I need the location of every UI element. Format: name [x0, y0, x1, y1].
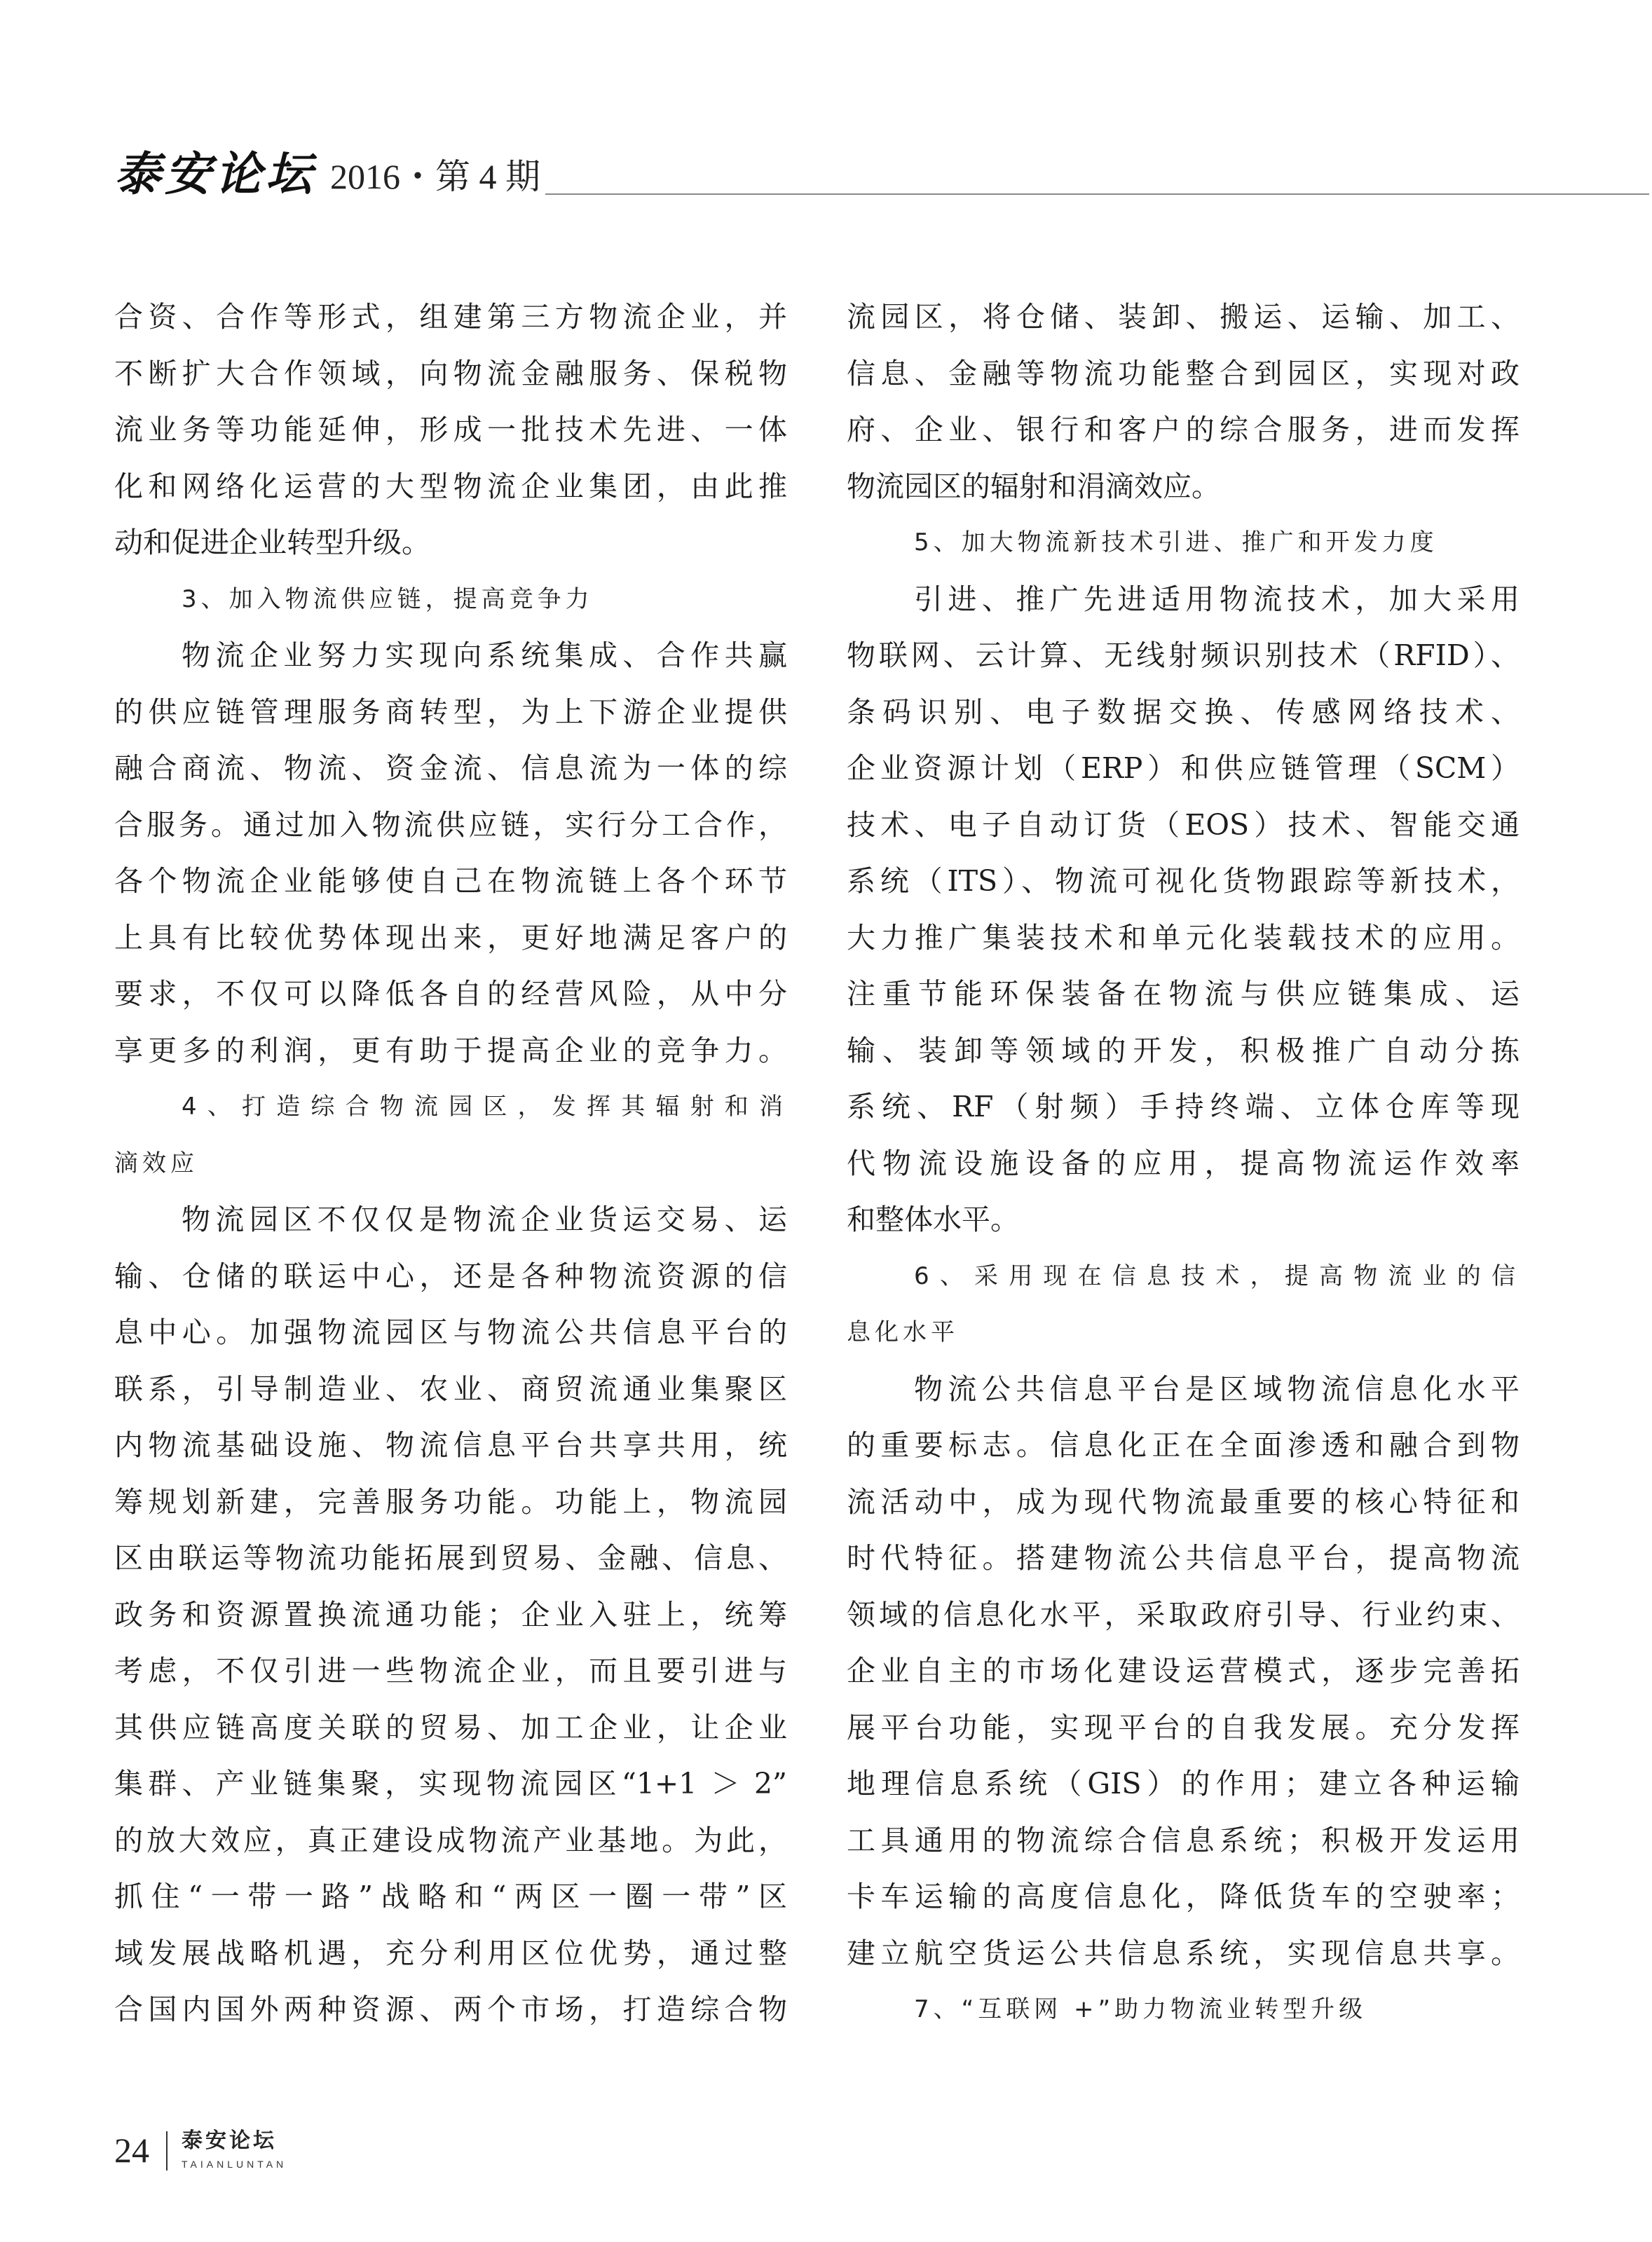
text-line: 化和网络化运营的大型物流企业集团，由此推 — [114, 469, 787, 503]
section-heading: 7、“互联网 +”助力物流业转型升级 — [914, 1995, 1367, 2023]
paragraph-last-line: 动和促进企业转型升级。 — [114, 526, 430, 559]
text-line: 物联网、云计算、无线射频识别技术（RFID）、 — [847, 638, 1520, 672]
paragraph-first-line: 引进、推广先进适用物流技术，加大采用 — [914, 582, 1520, 616]
text-line: 企业资源计划（ERP）和供应链管理（SCM） — [847, 751, 1520, 785]
footer-journal-name: 泰安论坛 — [182, 2128, 277, 2153]
text-line: 注重节能环保装备在物流与供应链集成、运 — [847, 977, 1520, 1011]
text-line: 工具通用的物流综合信息系统；积极开发运用 — [847, 1823, 1520, 1857]
paragraph-first-line: 物流公共信息平台是区域物流信息化水平 — [914, 1372, 1520, 1406]
text-line: 集群、产业链集聚，实现物流园区“1+1 ＞ 2” — [114, 1767, 787, 1800]
text-line: 各个物流企业能够使自己在物流链上各个环节 — [114, 864, 787, 898]
text-line: 抓住“一带一路”战略和“两区一圈一带”区 — [114, 1880, 787, 1913]
section-heading: 5、加大物流新技术引进、推广和开发力度 — [914, 528, 1438, 556]
text-line: 时代特征。搭建物流公共信息平台，提高物流 — [847, 1541, 1520, 1575]
text-line: 政务和资源置换流通功能；企业入驻上，统筹 — [114, 1597, 787, 1632]
text-line: 联系，引导制造业、农业、商贸流通业集聚区 — [114, 1372, 787, 1406]
text-line: 系统（ITS）、物流可视化货物跟踪等新技术， — [847, 864, 1520, 898]
text-line: 代物流设施设备的应用，提高物流运作效率 — [847, 1146, 1520, 1180]
text-line: 内物流基础设施、物流信息平台共享共用，统 — [114, 1428, 787, 1462]
text-line: 的重要标志。信息化正在全面渗透和融合到物 — [847, 1428, 1520, 1462]
journal-logo: 泰安论坛 — [114, 146, 316, 201]
text-line: 条码识别、电子数据交换、传感网络技术、 — [847, 695, 1520, 729]
text-line: 输、装卸等领域的开发，积极推广自动分拣 — [847, 1033, 1520, 1067]
text-line: 建立航空货运公共信息系统，实现信息共享。 — [847, 1936, 1520, 1970]
page-footer — [114, 2127, 395, 2176]
text-line: 展平台功能，实现平台的自我发展。充分发挥 — [847, 1710, 1520, 1744]
text-line: 流园区，将仓储、装卸、搬运、运输、加工、 — [847, 300, 1520, 334]
right-column — [847, 289, 1520, 2038]
issue-label: 2016・第 4 期 — [330, 157, 540, 196]
text-line: 信息、金融等物流功能整合到园区，实现对政 — [847, 356, 1520, 390]
text-line: 输、仓储的联运中心，还是各种物流资源的信 — [114, 1259, 787, 1293]
text-line: 息中心。加强物流园区与物流公共信息平台的 — [114, 1315, 787, 1349]
text-line: 合资、合作等形式，组建第三方物流企业，并 — [114, 300, 787, 334]
running-header — [114, 146, 1537, 202]
section-heading: 6、采用现在信息技术，提高物流业的信 — [914, 1262, 1520, 1290]
text-line: 流活动中，成为现代物流最重要的核心特征和 — [847, 1484, 1520, 1519]
paragraph-last-line: 物流园区的辐射和涓滴效应。 — [847, 469, 1220, 503]
text-line: 不断扩大合作领域，向物流金融服务、保税物 — [114, 356, 787, 390]
text-line: 上具有比较优势体现出来，更好地满足客户的 — [114, 920, 787, 955]
text-line: 合服务。通过加入物流供应链，实行分工合作， — [114, 807, 787, 842]
text-line: 的放大效应，真正建设成物流产业基地。为此， — [114, 1823, 787, 1857]
text-line: 区由联运等物流功能拓展到贸易、金融、信息、 — [114, 1541, 787, 1575]
section-heading: 4、打造综合物流园区，发挥其辐射和消 — [182, 1093, 787, 1121]
paragraph-first-line: 物流企业努力实现向系统集成、合作共赢 — [182, 638, 787, 672]
text-line: 享更多的利润，更有助于提高企业的竞争力。 — [114, 1033, 787, 1067]
section-heading-continued: 滴效应 — [114, 1149, 198, 1177]
left-column — [114, 289, 787, 2038]
paragraph-first-line: 物流园区不仅仅是物流企业货运交易、运 — [182, 1203, 787, 1236]
header-rule — [545, 193, 1649, 195]
text-line: 大力推广集装技术和单元化装载技术的应用。 — [847, 920, 1520, 955]
section-heading-continued: 息化水平 — [847, 1318, 959, 1346]
text-line: 合国内国外两种资源、两个市场，打造综合物 — [114, 1992, 787, 2026]
text-line: 域发展战略机遇，充分利用区位优势，通过整 — [114, 1936, 787, 1970]
text-line: 系统、RF（射频）手持终端、立体仓库等现 — [847, 1090, 1520, 1123]
text-line: 企业自主的市场化建设运营模式，逐步完善拓 — [847, 1654, 1520, 1688]
text-line: 考虑，不仅引进一些物流企业，而且要引进与 — [114, 1654, 787, 1688]
section-heading: 3、加入物流供应链，提高竞争力 — [182, 585, 594, 613]
text-line: 要求，不仅可以降低各自的经营风险，从中分 — [114, 977, 787, 1011]
page-number: 24 — [114, 2131, 149, 2170]
text-line: 卡车运输的高度信息化，降低货车的空驶率； — [847, 1880, 1520, 1913]
text-line: 的供应链管理服务商转型，为上下游企业提供 — [114, 695, 787, 729]
text-line: 领域的信息化水平，采取政府引导、行业约束、 — [847, 1597, 1520, 1632]
text-line: 筹规划新建，完善服务功能。功能上，物流园 — [114, 1484, 787, 1519]
text-line: 地理信息系统（GIS）的作用；建立各种运输 — [847, 1767, 1520, 1800]
footer-pinyin: TAIANLUNTAN — [182, 2159, 287, 2170]
text-line: 流业务等功能延伸，形成一批技术先进、一体 — [114, 413, 787, 446]
text-line: 融合商流、物流、资金流、信息流为一体的综 — [114, 751, 787, 785]
text-line: 其供应链高度关联的贸易、加工企业，让企业 — [114, 1710, 787, 1744]
paragraph-last-line: 和整体水平。 — [847, 1203, 1019, 1236]
text-line: 技术、电子自动订货（EOS）技术、智能交通 — [847, 807, 1520, 842]
text-line: 府、企业、银行和客户的综合服务，进而发挥 — [847, 413, 1520, 446]
footer-divider — [166, 2131, 168, 2171]
